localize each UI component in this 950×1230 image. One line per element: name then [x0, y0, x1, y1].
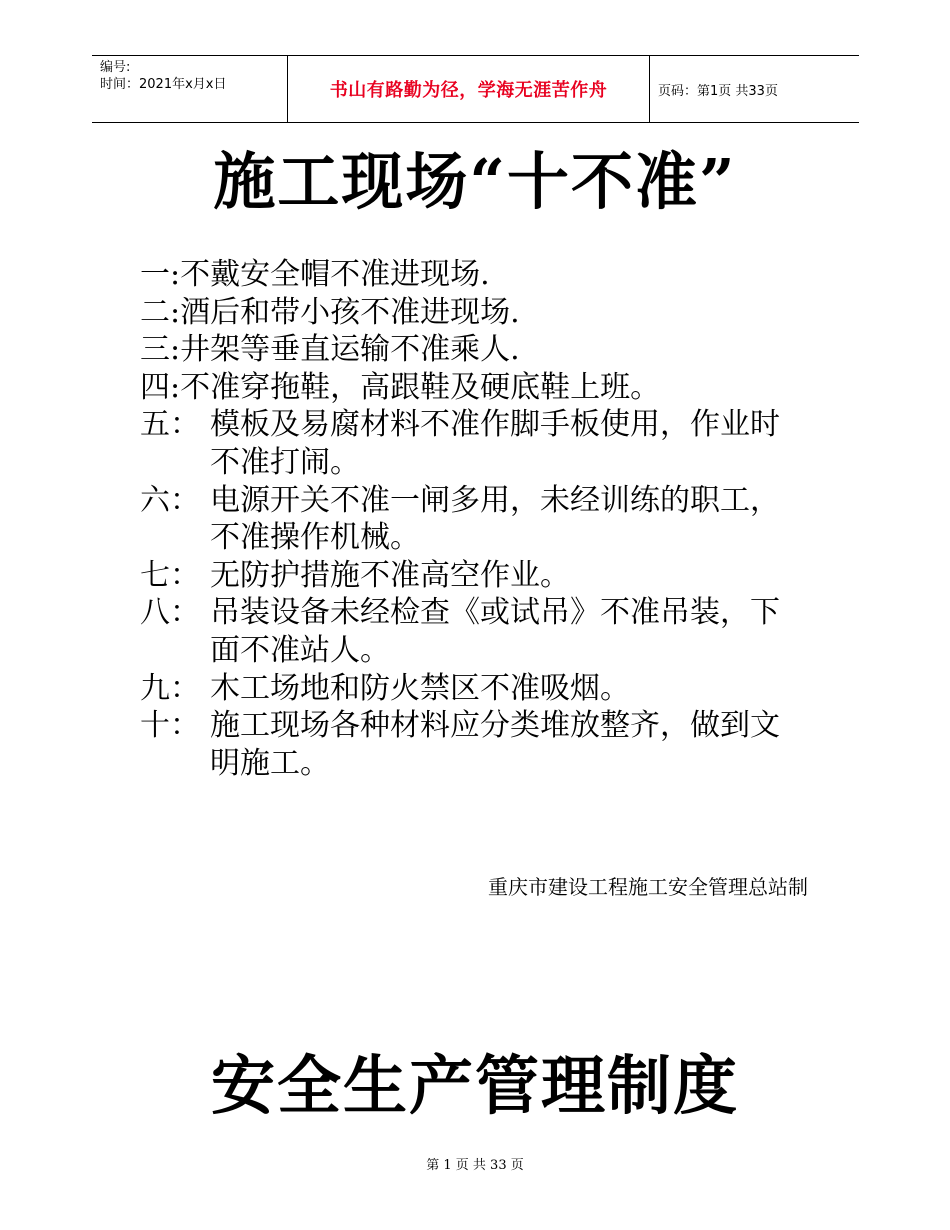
rule-number: 四:: [140, 369, 181, 405]
rule-number: 二:: [140, 294, 181, 330]
rule-number: 五：: [140, 407, 200, 443]
rule-item: [140, 594, 820, 669]
rule-number: 三:: [140, 332, 181, 368]
rule-number: 七：: [140, 557, 200, 593]
rule-text: 不戴安全帽不准进现场.: [180, 257, 490, 292]
rule-text: 不准穿拖鞋，高跟鞋及硬底鞋上班。: [180, 369, 661, 405]
page-header: [92, 55, 859, 123]
rule-text: 施工现场各种材料应分类堆放整齐，做到文明施工。: [210, 708, 780, 781]
rule-text: 吊装设备未经检查《或试吊》不准吊装，下面不准站人。: [210, 595, 780, 668]
rule-item: [140, 707, 820, 782]
rule-number: 八：: [140, 595, 200, 631]
rule-number: 九：: [140, 670, 200, 706]
rule-item: [140, 369, 820, 407]
rule-number: 十：: [140, 708, 200, 744]
rules-list: [140, 256, 820, 782]
rule-text: 井架等垂直运输不准乘人.: [180, 332, 520, 368]
rule-item: [140, 256, 820, 294]
rule-text: 木工场地和防火禁区不准吸烟。: [210, 670, 630, 706]
page-footer: 第 1 页 共 33 页: [426, 1158, 524, 1173]
rule-number: 六：: [140, 482, 200, 518]
header-page-info: 页码：第1页 共33页: [658, 83, 778, 99]
issuer-signature: 重庆市建设工程施工安全管理总站制: [488, 875, 808, 899]
serial-label: 编号:: [100, 60, 131, 75]
header-motto: 书山有路勤为径，学海无涯苦作舟: [287, 56, 650, 122]
rule-text: 模板及易腐材料不准作脚手板使用，作业时不准打闹。: [210, 407, 780, 480]
header-meta: [92, 56, 287, 122]
rule-text: 电源开关不准一闸多用，未经训练的职工，不准操作机械。: [210, 482, 780, 556]
rule-item: [140, 482, 820, 557]
rule-item: [140, 557, 820, 595]
rule-item: [140, 670, 820, 708]
rule-item: [140, 406, 820, 481]
time-label: 时间：2021年x月x日: [100, 77, 227, 92]
rule-number: 一:: [140, 257, 181, 292]
rule-item: [140, 294, 820, 332]
rule-text: 酒后和带小孩不准进现场.: [180, 294, 520, 330]
section-title: 安全生产管理制度: [211, 1049, 739, 1124]
document-title: 施工现场“十不准”: [213, 145, 737, 218]
rule-item: [140, 331, 820, 369]
rule-text: 无防护措施不准高空作业。: [210, 557, 570, 593]
